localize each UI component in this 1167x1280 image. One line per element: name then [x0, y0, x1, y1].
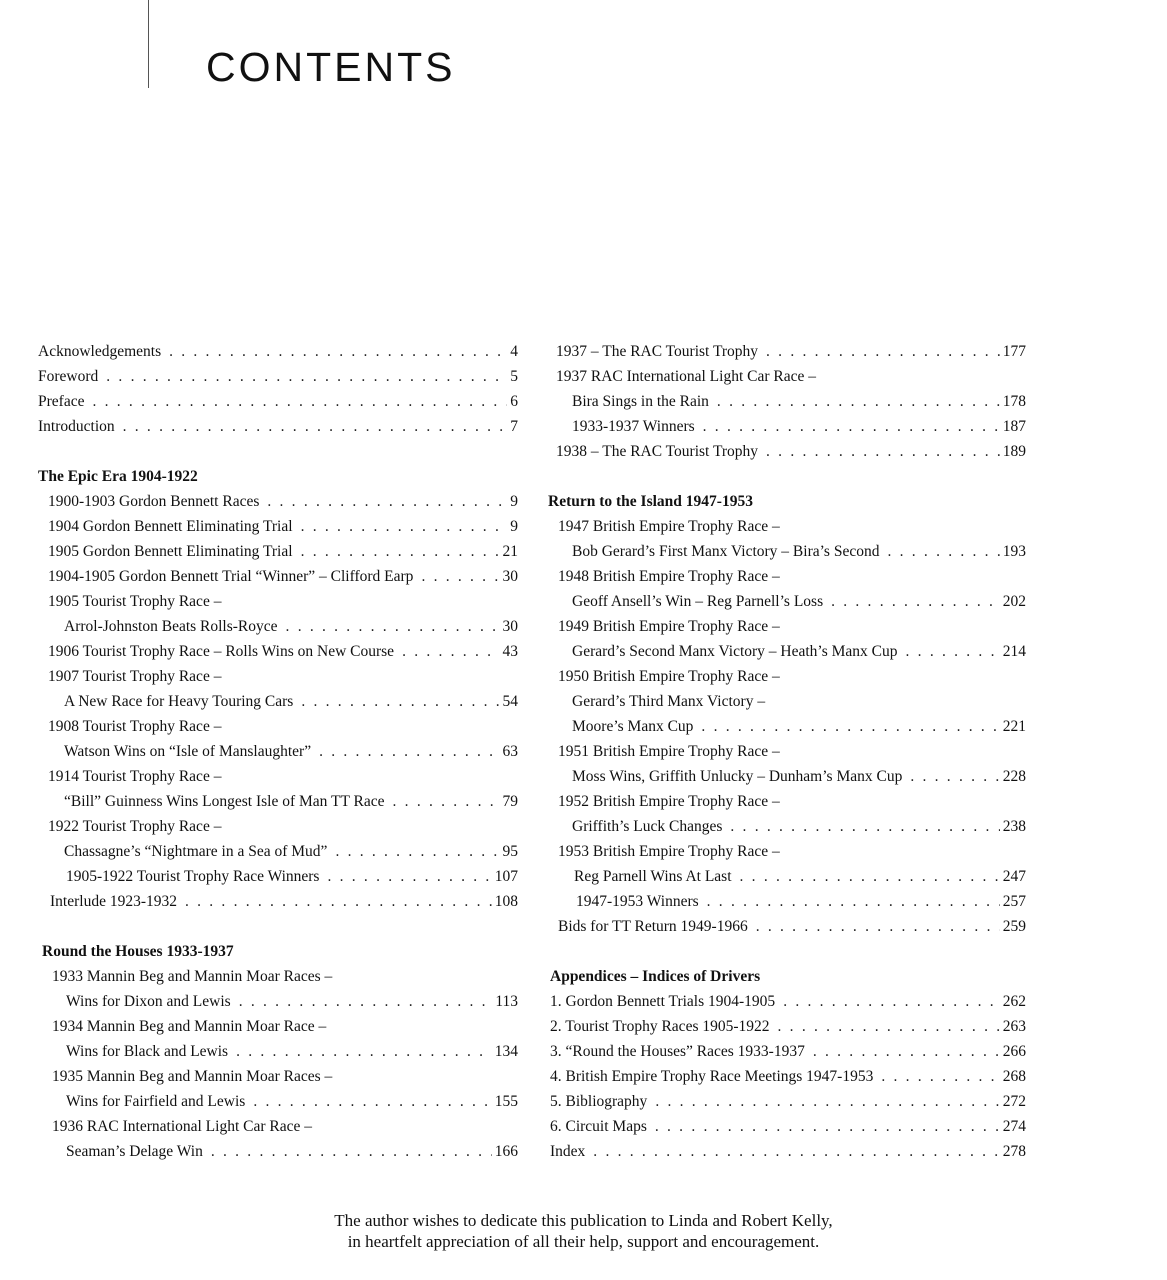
toc-page-number: 30 [502, 568, 518, 585]
toc-entry-title: 1947 British Empire Trophy Race – [558, 518, 780, 535]
toc-page-number: 193 [1002, 543, 1026, 560]
dot-leader [301, 539, 500, 564]
toc-entry [38, 614, 518, 639]
toc-entry-line [38, 764, 518, 789]
toc-entry-title: 1938 – The RAC Tourist Trophy [556, 443, 759, 460]
dot-leader [778, 1014, 1000, 1039]
toc-page-number: 134 [494, 1043, 518, 1060]
dot-leader [655, 1089, 999, 1114]
dot-leader [185, 889, 492, 914]
toc-entry-title: 1947-1953 Winners [576, 893, 699, 910]
toc-entry [548, 914, 1026, 939]
toc-entry [38, 489, 518, 514]
toc-page-number: 189 [1002, 443, 1026, 460]
toc-entry [548, 339, 1026, 364]
toc-entry-title: Watson Wins on “Isle of Manslaughter” [64, 743, 312, 760]
toc-page-number: 187 [1002, 418, 1026, 435]
section-heading: Round the Houses 1933-1937 [42, 943, 234, 960]
toc-entry-title: 1905 Gordon Bennett Eliminating Trial [48, 543, 293, 560]
toc-entry-title: 1922 Tourist Trophy Race – [48, 818, 222, 835]
toc-entry [548, 414, 1026, 439]
toc-page-number: 155 [494, 1093, 518, 1110]
toc-page-number: 21 [502, 543, 518, 560]
dot-leader [703, 414, 1000, 439]
section-gap [548, 939, 1026, 964]
toc-entry [548, 989, 1026, 1014]
dot-leader [593, 1139, 999, 1164]
toc-page-number: 9 [510, 518, 518, 535]
toc-page-number: 5 [510, 368, 518, 385]
toc-page-number: 262 [1002, 993, 1026, 1010]
toc-page-number: 238 [1002, 818, 1026, 835]
section-gap [38, 439, 518, 464]
dot-leader [301, 514, 508, 539]
toc-entry-line [548, 789, 1026, 814]
toc-entry-title: Wins for Black and Lewis [66, 1043, 229, 1060]
toc-entry-title: Chassagne’s “Nightmare in a Sea of Mud” [64, 843, 328, 860]
toc-entry [38, 364, 518, 389]
toc-page-number: 7 [510, 418, 518, 435]
toc-entry [548, 389, 1026, 414]
dot-leader [335, 839, 499, 864]
toc-page-number: 214 [1002, 643, 1026, 660]
toc-page-number: 95 [502, 843, 518, 860]
toc-entry-title: Index [550, 1143, 586, 1160]
toc-entry-title: 1904-1905 Gordon Bennett Trial “Winner” – Clifford Earp [48, 568, 414, 585]
toc-entry-title: Reg Parnell Wins At Last [574, 868, 732, 885]
toc-entry-title: 1914 Tourist Trophy Race – [48, 768, 222, 785]
toc-entry-title: 1950 British Empire Trophy Race – [558, 668, 780, 685]
toc-entry-line [38, 589, 518, 614]
toc-entry-line [38, 814, 518, 839]
dot-leader [740, 864, 1000, 889]
toc-entry [548, 1139, 1026, 1164]
toc-page-number: 4 [510, 343, 518, 360]
toc-entry-title: 4. British Empire Trophy Race Meetings 1947-1953 [550, 1068, 874, 1085]
toc-entry-line [38, 964, 518, 989]
toc-entry-title: 6. Circuit Maps [550, 1118, 647, 1135]
toc-entry [38, 514, 518, 539]
dot-leader [766, 339, 1000, 364]
toc-page-number: 263 [1002, 1018, 1026, 1035]
toc-entry-line [548, 839, 1026, 864]
toc-entry [38, 989, 518, 1014]
toc-entry-title: 1937 – The RAC Tourist Trophy [556, 343, 759, 360]
toc-page-number: 43 [502, 643, 518, 660]
toc-entry-title: 1900-1903 Gordon Bennett Races [48, 493, 260, 510]
toc-entry-title: Foreword [38, 368, 99, 385]
dot-leader [730, 814, 999, 839]
toc-entry [548, 714, 1026, 739]
toc-page-number: 113 [495, 993, 518, 1010]
toc-page-number: 178 [1002, 393, 1026, 410]
toc-entry-title: 1936 RAC International Light Car Race – [52, 1118, 312, 1135]
toc-entry [38, 889, 518, 914]
section-gap [548, 464, 1026, 489]
toc-entry-title: 1905-1922 Tourist Trophy Race Winners [66, 868, 320, 885]
dot-leader [402, 639, 499, 664]
toc-entry-title: Wins for Dixon and Lewis [66, 993, 231, 1010]
dot-leader [766, 439, 1000, 464]
toc-entry [548, 1014, 1026, 1039]
toc-entry [38, 789, 518, 814]
toc-entry-title: Griffith’s Luck Changes [572, 818, 723, 835]
toc-entry-line [38, 714, 518, 739]
toc-entry-line [548, 739, 1026, 764]
toc-page-number: 274 [1002, 1118, 1026, 1135]
dot-leader [421, 564, 499, 589]
toc-entry-title: 1905 Tourist Trophy Race – [48, 593, 222, 610]
dot-leader [756, 914, 1000, 939]
section-heading: Return to the Island 1947-1953 [548, 493, 753, 510]
dot-leader [253, 1089, 491, 1114]
toc-entry [38, 564, 518, 589]
dedication-line-2: in heartfelt appreciation of all their help, support and encouragement. [347, 1232, 820, 1251]
toc-entry-title: Interlude 1923-1932 [50, 893, 177, 910]
section-gap [38, 914, 518, 939]
toc-entry-title: 5. Bibliography [550, 1093, 648, 1110]
toc-page-number: 107 [494, 868, 518, 885]
toc-entry-title: 1949 British Empire Trophy Race – [558, 618, 780, 635]
toc-entry [548, 889, 1026, 914]
dot-leader [906, 639, 1000, 664]
toc-entry-title: 1907 Tourist Trophy Race – [48, 668, 222, 685]
toc-entry-title: Moore’s Manx Cup [572, 718, 694, 735]
toc-entry-title: “Bill” Guinness Wins Longest Isle of Man TT Race [64, 793, 385, 810]
toc-entry [38, 414, 518, 439]
section-heading: Appendices – Indices of Drivers [550, 968, 761, 985]
toc-entry-title: Bob Gerard’s First Manx Victory – Bira’s Second [572, 543, 880, 560]
toc-entry [38, 539, 518, 564]
toc-entry-title: Wins for Fairfield and Lewis [66, 1093, 246, 1110]
dot-leader [286, 614, 500, 639]
dot-leader [831, 589, 1000, 614]
toc-entry [548, 1114, 1026, 1139]
toc-entry [38, 389, 518, 414]
toc-entry-title: 1933-1937 Winners [572, 418, 695, 435]
toc-entry-line [38, 1064, 518, 1089]
toc-page-number: 9 [510, 493, 518, 510]
toc-entry [548, 1064, 1026, 1089]
dedication [0, 1210, 1167, 1252]
dot-leader [267, 489, 507, 514]
toc-entry-title: 1934 Mannin Beg and Mannin Moar Race – [52, 1018, 327, 1035]
dot-leader [327, 864, 491, 889]
toc-entry-line [548, 364, 1026, 389]
toc-entry [548, 589, 1026, 614]
toc-page-number: 272 [1002, 1093, 1026, 1110]
toc-page-number: 268 [1002, 1068, 1026, 1085]
toc-entry [548, 1039, 1026, 1064]
dot-leader [717, 389, 1000, 414]
toc-entry [38, 1089, 518, 1114]
toc-entry-title: 1953 British Empire Trophy Race – [558, 843, 780, 860]
toc-entry-title: Geoff Ansell’s Win – Reg Parnell’s Loss [572, 593, 824, 610]
dot-leader [123, 414, 508, 439]
toc-page-number: 257 [1002, 893, 1026, 910]
toc-entry [38, 639, 518, 664]
dot-leader [92, 389, 507, 414]
toc-entry [38, 339, 518, 364]
toc-page-number: 30 [502, 618, 518, 635]
margin-rule [148, 0, 149, 88]
dot-leader [813, 1039, 1000, 1064]
dot-leader [393, 789, 500, 814]
toc-page-number: 79 [502, 793, 518, 810]
toc-entry-line [548, 664, 1026, 689]
toc-page-number: 221 [1002, 718, 1026, 735]
toc-entry-title: Acknowledgements [38, 343, 162, 360]
toc-page-number: 278 [1002, 1143, 1026, 1160]
dot-leader [319, 739, 499, 764]
dot-leader [701, 714, 999, 739]
toc-page-number: 6 [510, 393, 518, 410]
dot-leader [236, 1039, 492, 1064]
toc-entry-title: 1933 Mannin Beg and Mannin Moar Races – [52, 968, 333, 985]
toc-page-number: 259 [1002, 918, 1026, 935]
toc-entry [38, 1139, 518, 1164]
toc-entry [548, 639, 1026, 664]
toc-page-number: 266 [1002, 1043, 1026, 1060]
dot-leader [239, 989, 493, 1014]
toc-right-column [548, 339, 1026, 1164]
toc-page-number: 166 [494, 1143, 518, 1160]
toc-page-number: 108 [494, 893, 518, 910]
toc-page-number: 177 [1002, 343, 1026, 360]
toc-entry-line [38, 664, 518, 689]
toc-entry-title: 1906 Tourist Trophy Race – Rolls Wins on New Course [48, 643, 395, 660]
toc-entry-line [548, 514, 1026, 539]
toc-entry-title: 1951 British Empire Trophy Race – [558, 743, 780, 760]
toc-entry-line [548, 614, 1026, 639]
dot-leader [655, 1114, 1000, 1139]
toc-entry-title: 1935 Mannin Beg and Mannin Moar Races – [52, 1068, 333, 1085]
dot-leader [887, 539, 999, 564]
toc-entry-title: Bira Sings in the Rain [572, 393, 709, 410]
toc-entry-title: 1908 Tourist Trophy Race – [48, 718, 222, 735]
toc-entry-title: Seaman’s Delage Win [66, 1143, 203, 1160]
toc-entry-line [38, 1014, 518, 1039]
section-heading: The Epic Era 1904-1922 [38, 468, 198, 485]
toc-entry-title: Gerard’s Second Manx Victory – Heath’s Manx Cup [572, 643, 898, 660]
toc-entry [548, 1089, 1026, 1114]
page-title: CONTENTS [206, 44, 456, 90]
toc-entry-title: 1937 RAC International Light Car Race – [556, 368, 816, 385]
toc-entry [38, 839, 518, 864]
toc-entry [548, 814, 1026, 839]
toc-entry-line [38, 1114, 518, 1139]
dot-leader [106, 364, 507, 389]
toc-entry-title: Arrol-Johnston Beats Rolls-Royce [64, 618, 278, 635]
toc-entry-line [548, 689, 1026, 714]
toc-page-number: 202 [1002, 593, 1026, 610]
toc-entry-title: 1. Gordon Bennett Trials 1904-1905 [550, 993, 776, 1010]
dot-leader [707, 889, 1000, 914]
toc-entry [548, 439, 1026, 464]
toc-entry-title: Moss Wins, Griffith Unlucky – Dunham’s Manx Cup [572, 768, 903, 785]
toc-entry-title: Bids for TT Return 1949-1966 [558, 918, 748, 935]
dot-leader [881, 1064, 999, 1089]
toc-entry [38, 689, 518, 714]
dedication-line-1: The author wishes to dedicate this publication to Linda and Robert Kelly, [334, 1211, 833, 1230]
toc-left-column [38, 339, 518, 1164]
toc-entry [38, 739, 518, 764]
toc-page-number: 54 [502, 693, 518, 710]
toc-entry [548, 864, 1026, 889]
toc-entry [548, 764, 1026, 789]
dot-leader [301, 689, 499, 714]
toc-entry-title: 1948 British Empire Trophy Race – [558, 568, 780, 585]
toc-entry-title: 1952 British Empire Trophy Race – [558, 793, 780, 810]
toc-page-number: 228 [1002, 768, 1026, 785]
toc-entry [548, 539, 1026, 564]
toc-entry [38, 1039, 518, 1064]
dot-leader [783, 989, 1000, 1014]
toc-page-number: 63 [502, 743, 518, 760]
toc-entry-title: 2. Tourist Trophy Races 1905-1922 [550, 1018, 770, 1035]
toc-entry [38, 864, 518, 889]
toc-entry-title: 3. “Round the Houses” Races 1933-1937 [550, 1043, 805, 1060]
toc-entry-title: 1904 Gordon Bennett Eliminating Trial [48, 518, 293, 535]
dot-leader [211, 1139, 492, 1164]
toc-entry-title: Preface [38, 393, 85, 410]
toc-entry-title: Gerard’s Third Manx Victory – [572, 693, 766, 710]
toc-entry-title: A New Race for Heavy Touring Cars [64, 693, 294, 710]
dot-leader [169, 339, 507, 364]
toc-page-number: 247 [1002, 868, 1026, 885]
toc-entry-title: Introduction [38, 418, 115, 435]
toc-entry-line [548, 564, 1026, 589]
dot-leader [910, 764, 999, 789]
